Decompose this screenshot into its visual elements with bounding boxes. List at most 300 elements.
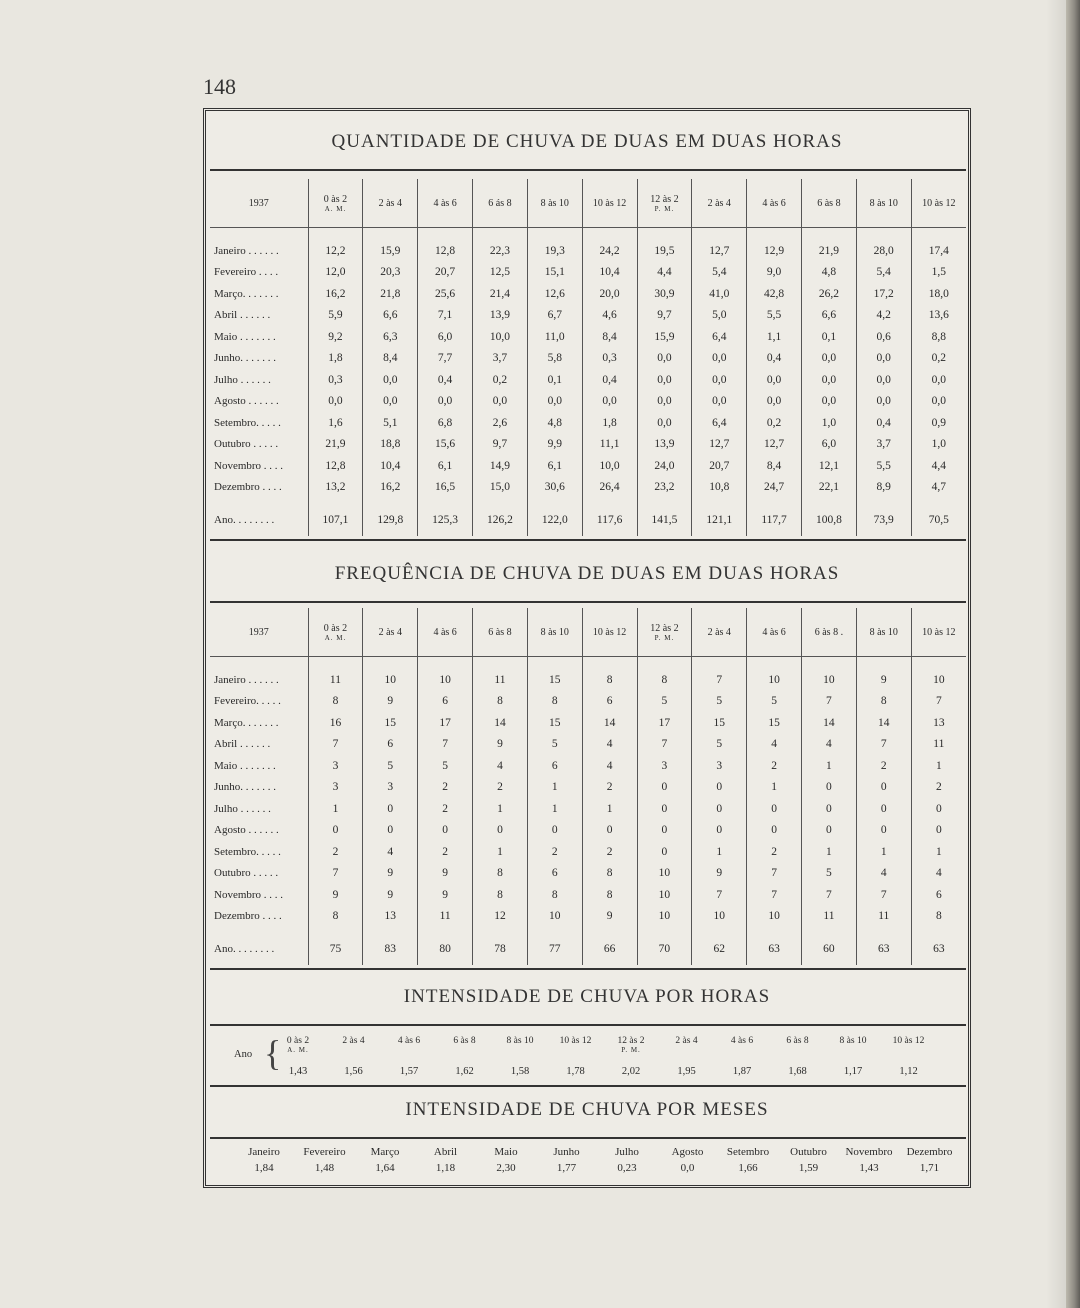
table-cell: 4 <box>582 734 637 756</box>
table-cell: 15 <box>692 712 747 734</box>
table-cell: 15 <box>527 712 582 734</box>
table-cell: 10 <box>418 657 473 691</box>
table-cell: 5 <box>637 691 692 713</box>
hour-column-header <box>527 179 582 228</box>
table-cell: 2 <box>473 777 528 799</box>
table-cell: 7 <box>802 884 857 906</box>
table-cell: 9 <box>363 691 418 713</box>
table-cell: 19,3 <box>527 228 582 262</box>
table-cell: 1 <box>802 841 857 863</box>
table-header-row <box>210 608 966 657</box>
table-cell: 125,3 <box>418 498 473 536</box>
table-cell: 15,1 <box>527 262 582 284</box>
table-cell: 10 <box>637 884 692 906</box>
table-cell: 0 <box>637 820 692 842</box>
hour-range-label: 4 às 6 <box>730 1036 754 1046</box>
month-name: Novembro <box>845 1146 893 1158</box>
year-header: 1937 <box>210 608 308 657</box>
month-label: Fevereiro. . . . . <box>210 691 308 713</box>
table-cell: 30,6 <box>527 477 582 499</box>
table-cell: 1 <box>308 798 363 820</box>
hour-column-header <box>492 1036 548 1046</box>
table-cell: 10 <box>747 657 802 691</box>
table-cell: 7 <box>692 657 747 691</box>
divider <box>210 1085 966 1087</box>
table-cell: 20,0 <box>582 283 637 305</box>
intensity-value: 1,18 <box>435 1162 456 1174</box>
hour-column-header <box>714 1036 770 1046</box>
table-cell: 4,2 <box>856 305 911 327</box>
total-row <box>210 498 966 536</box>
table-cell: 42,8 <box>747 283 802 305</box>
year-header: 1937 <box>210 179 308 228</box>
table-cell: 1,1 <box>747 326 802 348</box>
table-cell: 0,0 <box>931 373 947 386</box>
hour-range-label: 8 às 10 <box>869 626 898 638</box>
intensity-value: 0,23 <box>617 1162 637 1174</box>
table-cell: 1 <box>692 841 747 863</box>
table-cell: 2,6 <box>473 412 528 434</box>
table-cell: 4,4 <box>931 459 947 472</box>
hour-column-header <box>770 1036 826 1046</box>
month-name: Janeiro <box>248 1146 280 1158</box>
table-cell: 0,0 <box>637 348 692 370</box>
table-cell: 4,8 <box>802 262 857 284</box>
table-row <box>210 348 966 370</box>
table-cell: 0,4 <box>582 369 637 391</box>
table-cell: 0 <box>363 798 418 820</box>
table-cell: 5,1 <box>363 412 418 434</box>
table-cell: 14 <box>802 712 857 734</box>
table-cell: 10 <box>933 673 945 686</box>
table-cell: 8,9 <box>856 477 911 499</box>
table-cell: 7 <box>747 863 802 885</box>
hour-range-label: 8 às 10 <box>540 626 569 638</box>
table-cell: 24,2 <box>582 228 637 262</box>
table-cell: 0 <box>308 820 363 842</box>
table-cell: 0,1 <box>802 326 857 348</box>
table-cell: 10,0 <box>582 455 637 477</box>
period-label: A. M. <box>324 633 347 642</box>
intensidade-meses-title: INTENSIDADE DE CHUVA POR MESES <box>405 1099 769 1120</box>
hour-column-header <box>802 179 857 228</box>
table-cell: 73,9 <box>856 498 911 536</box>
table-cell: 4,8 <box>527 412 582 434</box>
table-cell: 2 <box>418 798 473 820</box>
table-cell: 4 <box>935 867 942 880</box>
table-cell: 10 <box>747 906 802 928</box>
hour-column-header <box>659 1036 715 1046</box>
intensity-value: 1,64 <box>375 1162 395 1174</box>
table-cell: 122,0 <box>527 498 582 536</box>
table-cell: 6,3 <box>363 326 418 348</box>
hour-column-header <box>802 608 857 657</box>
table-cell: 0 <box>692 820 747 842</box>
table-cell: 8,4 <box>582 326 637 348</box>
table-cell: 0,2 <box>931 352 947 365</box>
hour-column-header <box>308 608 363 657</box>
table-row <box>210 369 966 391</box>
table-cell: 1 <box>473 798 528 820</box>
table-cell: 0 <box>856 798 911 820</box>
period-label: P. M. <box>654 204 675 213</box>
table-cell: 66 <box>582 927 637 965</box>
month-name: Fevereiro <box>303 1146 346 1158</box>
hour-range-label: 10 às 12 <box>892 1036 925 1046</box>
table-cell: 4 <box>747 734 802 756</box>
table-cell: 8 <box>527 691 582 713</box>
table-cell: 2 <box>418 841 473 863</box>
month-label: Março. . . . . . . <box>210 712 308 734</box>
table-cell: 12,7 <box>747 434 802 456</box>
table-cell: 0,0 <box>637 391 692 413</box>
table-cell: 17 <box>637 712 692 734</box>
table-row <box>210 326 966 348</box>
table-cell: 15,9 <box>363 228 418 262</box>
table-cell: 1 <box>527 777 582 799</box>
table-cell: 5,4 <box>692 262 747 284</box>
table-cell: 5 <box>418 755 473 777</box>
table-cell: 21,8 <box>363 283 418 305</box>
table-cell: 11 <box>308 657 363 691</box>
table-row <box>210 412 966 434</box>
table-cell: 2 <box>856 755 911 777</box>
table-cell: 6,1 <box>527 455 582 477</box>
table-cell: 8 <box>856 691 911 713</box>
hour-range-label: 10 às 12 <box>922 626 956 638</box>
month-name: Julho <box>615 1146 639 1158</box>
table-cell: 18,8 <box>363 434 418 456</box>
table-cell: 83 <box>363 927 418 965</box>
table-cell: 26,4 <box>582 477 637 499</box>
hour-range-label: 10 às 12 <box>559 1036 592 1046</box>
intensity-value: 1,68 <box>788 1066 807 1077</box>
table-cell: 17 <box>418 712 473 734</box>
table-cell: 13,2 <box>308 477 363 499</box>
intensity-value: 1,56 <box>344 1066 363 1077</box>
table-cell: 0,0 <box>692 348 747 370</box>
table-cell: 0,0 <box>582 391 637 413</box>
table-row <box>210 712 966 734</box>
table-cell: 6 <box>418 691 473 713</box>
hour-range-label: 12 às 2 <box>617 1036 645 1046</box>
hour-range-label: 4 às 6 <box>762 197 786 209</box>
table-cell: 5 <box>363 755 418 777</box>
table-cell: 8 <box>473 863 528 885</box>
page-edge <box>1066 0 1080 1308</box>
table-cell: 77 <box>527 927 582 965</box>
table-cell: 8,4 <box>363 348 418 370</box>
intensidade-horas-title: INTENSIDADE DE CHUVA POR HORAS <box>403 986 771 1007</box>
hour-range-label: 6 às 8 <box>488 626 512 638</box>
table-cell: 15 <box>527 657 582 691</box>
month-name: Outubro <box>790 1146 827 1158</box>
table-cell: 3,7 <box>856 434 911 456</box>
table-cell: 5 <box>527 734 582 756</box>
divider <box>210 601 966 603</box>
table-cell: 0,0 <box>747 369 802 391</box>
hour-range-label: 0 às 2 <box>323 193 348 205</box>
table-cell: 12 <box>473 906 528 928</box>
period-label: P. M. <box>621 1046 641 1054</box>
hour-column-header <box>363 608 418 657</box>
intensity-value: 1,66 <box>738 1162 758 1174</box>
table-cell: 9 <box>856 657 911 691</box>
table-cell: 0,4 <box>856 412 911 434</box>
month-name: Agosto <box>671 1146 704 1158</box>
table-cell: 0 <box>527 820 582 842</box>
intensity-value: 1,58 <box>510 1066 530 1077</box>
table-cell: 22,3 <box>473 228 528 262</box>
table-cell: 3,7 <box>473 348 528 370</box>
divider <box>210 968 966 970</box>
table-cell: 8 <box>473 884 528 906</box>
month-label: Outubro . . . . . <box>210 863 308 885</box>
table-cell: 1,6 <box>308 412 363 434</box>
table-cell: 12,2 <box>308 228 363 262</box>
table-cell: 5,0 <box>692 305 747 327</box>
table-cell: 3 <box>308 777 363 799</box>
intensity-value: 1,95 <box>677 1066 696 1077</box>
hour-range-label: 4 às 6 <box>762 626 786 638</box>
table-cell: 9,7 <box>637 305 692 327</box>
hour-column-header <box>437 1036 493 1046</box>
table-cell: 1 <box>747 777 802 799</box>
table-cell: 12,7 <box>692 228 747 262</box>
hour-range-label: 12 às 2 <box>650 193 679 205</box>
table-cell: 11 <box>473 657 528 691</box>
hour-range-label: 2 às 4 <box>378 197 402 209</box>
month-label: Dezembro . . . . <box>210 477 308 499</box>
table-cell: 0,0 <box>802 369 857 391</box>
table-cell: 0 <box>802 798 857 820</box>
table-cell: 15,9 <box>637 326 692 348</box>
table-cell: 60 <box>802 927 857 965</box>
table-cell: 12,5 <box>473 262 528 284</box>
table-cell: 12,9 <box>747 228 802 262</box>
table-cell: 8 <box>308 691 363 713</box>
table-header-row <box>210 179 966 228</box>
table-cell: 4 <box>856 863 911 885</box>
table-cell: 6,7 <box>527 305 582 327</box>
hour-range-label: 0 às 2 <box>286 1036 310 1046</box>
table-cell: 11 <box>418 906 473 928</box>
table-cell: 129,8 <box>363 498 418 536</box>
table-cell: 0,4 <box>418 369 473 391</box>
page-gutter-shadow <box>1046 0 1066 1308</box>
quantidade-table <box>210 179 966 536</box>
table-cell: 41,0 <box>692 283 747 305</box>
table-cell: 63 <box>856 927 911 965</box>
hour-column-header <box>825 1036 881 1046</box>
table-cell: 62 <box>692 927 747 965</box>
table-cell: 6,8 <box>418 412 473 434</box>
hour-column-header <box>856 608 911 657</box>
table-cell: 0,0 <box>363 391 418 413</box>
month-name: Abril <box>433 1146 458 1158</box>
table-cell: 7,1 <box>418 305 473 327</box>
table-cell: 8 <box>582 884 637 906</box>
table-cell: 16 <box>308 712 363 734</box>
table-cell: 0,3 <box>308 369 363 391</box>
intensity-value: 1,48 <box>314 1162 335 1174</box>
table-row <box>210 228 966 262</box>
table-row <box>210 863 966 885</box>
table-cell: 0 <box>856 820 911 842</box>
hour-range-label: 4 às 6 <box>433 197 457 209</box>
table-cell: 2 <box>418 777 473 799</box>
table-cell: 11 <box>933 738 945 751</box>
table-row <box>210 283 966 305</box>
hour-range-label: 6 às 8 <box>786 1036 809 1046</box>
table-cell: 0,0 <box>363 369 418 391</box>
month-label: Fevereiro . . . . <box>210 262 308 284</box>
table-cell: 70 <box>637 927 692 965</box>
table-cell: 15,6 <box>418 434 473 456</box>
month-label: Setembro. . . . . <box>210 412 308 434</box>
month-label: Junho. . . . . . . <box>210 777 308 799</box>
table-cell: 11,1 <box>582 434 637 456</box>
table-cell: 16,2 <box>363 477 418 499</box>
table-cell: 7 <box>856 884 911 906</box>
hour-column-header <box>473 608 528 657</box>
total-row <box>210 927 966 965</box>
brace-glyph: { <box>264 1033 282 1073</box>
table-cell: 0,0 <box>856 348 911 370</box>
month-label: Outubro . . . . . <box>210 434 308 456</box>
table-cell: 8 <box>582 863 637 885</box>
table-cell: 0,0 <box>802 391 857 413</box>
table-cell: 4,7 <box>931 481 947 494</box>
table-cell: 0 <box>802 820 857 842</box>
table-cell: 0 <box>582 820 637 842</box>
table-cell: 6 <box>527 863 582 885</box>
intensity-value: 1,17 <box>843 1066 863 1077</box>
table-cell: 0 <box>935 802 942 815</box>
table-cell: 1,0 <box>802 412 857 434</box>
intensity-value: 1,43 <box>288 1066 308 1077</box>
month-label: Junho. . . . . . . <box>210 348 308 370</box>
table-cell: 12,8 <box>308 455 363 477</box>
table-cell: 2 <box>582 841 637 863</box>
table-cell: 10 <box>637 863 692 885</box>
table-cell: 9,9 <box>527 434 582 456</box>
table-cell: 0 <box>418 820 473 842</box>
ano-label: Ano <box>234 1049 253 1060</box>
quantidade-title: QUANTIDADE DE CHUVA DE DUAS EM DUAS HORAS <box>331 131 843 152</box>
hour-column-header <box>381 1036 437 1046</box>
table-cell: 1 <box>935 845 942 858</box>
table-row <box>210 777 966 799</box>
table-cell: 0 <box>637 841 692 863</box>
month-label: Novembro . . . . <box>210 455 308 477</box>
intensity-value: 2,30 <box>496 1162 516 1174</box>
intensity-value: 1,59 <box>798 1162 819 1174</box>
table-cell: 0 <box>473 820 528 842</box>
table-cell: 1 <box>935 759 942 772</box>
table-cell: 4 <box>582 755 637 777</box>
table-cell: 121,1 <box>692 498 747 536</box>
table-cell: 10,4 <box>363 455 418 477</box>
table-cell: 107,1 <box>308 498 363 536</box>
table-row <box>210 305 966 327</box>
hour-range-label: 2 às 4 <box>707 197 731 209</box>
table-cell: 63 <box>933 943 945 955</box>
table-cell: 8 <box>473 691 528 713</box>
month-name: Maio <box>494 1146 518 1158</box>
divider <box>210 1137 966 1139</box>
table-cell: 6,4 <box>692 412 747 434</box>
table-cell: 21,4 <box>473 283 528 305</box>
table-cell: 9,7 <box>473 434 528 456</box>
hour-column-header <box>911 179 966 228</box>
table-cell: 7 <box>308 863 363 885</box>
table-row <box>210 691 966 713</box>
hour-range-label: 2 às 4 <box>675 1036 698 1046</box>
table-cell: 6,1 <box>418 455 473 477</box>
month-label: Maio . . . . . . . <box>210 755 308 777</box>
hour-range-label: 10 às 12 <box>592 197 627 209</box>
hour-column-header <box>473 179 528 228</box>
tables-frame <box>203 108 971 1188</box>
table-cell: 0,0 <box>637 412 692 434</box>
table-cell: 13 <box>933 716 945 729</box>
table-cell: 10,0 <box>473 326 528 348</box>
table-row <box>210 455 966 477</box>
table-cell: 9 <box>363 884 418 906</box>
table-cell: 0,0 <box>802 348 857 370</box>
table-cell: 126,2 <box>473 498 528 536</box>
table-cell: 0 <box>747 798 802 820</box>
table-cell: 117,7 <box>747 498 802 536</box>
month-label: Setembro. . . . . <box>210 841 308 863</box>
table-cell: 4 <box>363 841 418 863</box>
table-cell: 117,6 <box>582 498 637 536</box>
table-cell: 1 <box>527 798 582 820</box>
table-cell: 141,5 <box>637 498 692 536</box>
table-cell: 5,5 <box>747 305 802 327</box>
table-cell: 1,8 <box>308 348 363 370</box>
table-cell: 7 <box>802 691 857 713</box>
table-cell: 10,8 <box>692 477 747 499</box>
table-cell: 19,5 <box>637 228 692 262</box>
table-cell: 2 <box>747 755 802 777</box>
table-cell: 7 <box>935 695 942 708</box>
table-cell: 5,9 <box>308 305 363 327</box>
table-cell: 21,9 <box>308 434 363 456</box>
hour-range-label: 6 ás 8 <box>488 197 512 209</box>
table-cell: 24,0 <box>637 455 692 477</box>
table-cell: 63 <box>747 927 802 965</box>
table-cell: 11,0 <box>527 326 582 348</box>
table-cell: 15 <box>747 712 802 734</box>
month-label: Julho . . . . . . <box>210 798 308 820</box>
table-cell: 6 <box>527 755 582 777</box>
table-cell: 0,2 <box>747 412 802 434</box>
table-cell: 7,7 <box>418 348 473 370</box>
table-cell: 1 <box>802 755 857 777</box>
table-cell: 0,0 <box>856 369 911 391</box>
intensity-value: 1,43 <box>859 1162 879 1174</box>
table-cell: 23,2 <box>637 477 692 499</box>
month-name: Setembro <box>726 1146 770 1158</box>
table-cell: 22,1 <box>802 477 857 499</box>
table-cell: 7 <box>637 734 692 756</box>
table-cell: 5,8 <box>527 348 582 370</box>
table-cell: 0 <box>856 777 911 799</box>
table-cell: 1,5 <box>931 266 947 279</box>
table-cell: 0 <box>692 798 747 820</box>
